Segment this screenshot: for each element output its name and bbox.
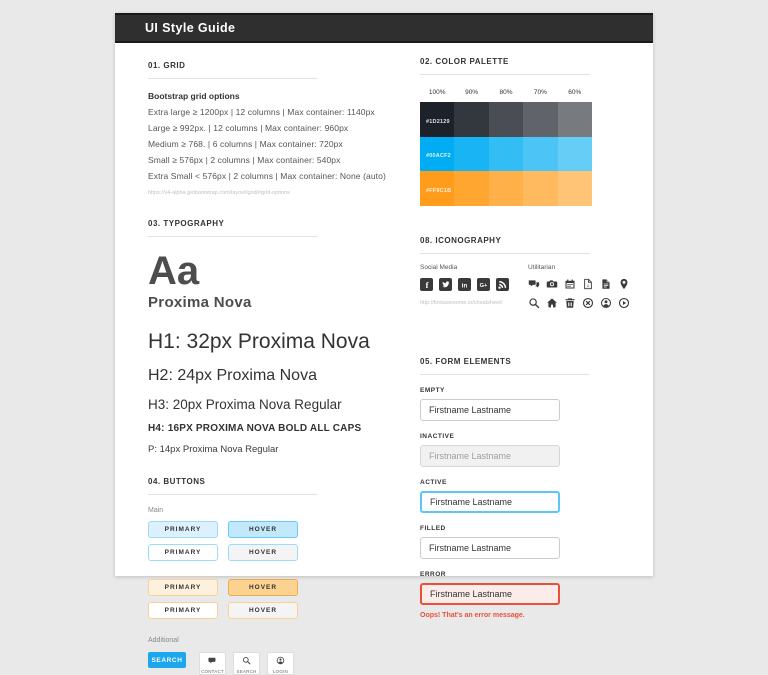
field-state-label: ACTIVE xyxy=(420,479,447,487)
svg-text:f: f xyxy=(425,280,429,291)
opacity-labels xyxy=(420,89,635,96)
orange-button-grid xyxy=(148,579,400,619)
svg-text:in: in xyxy=(461,282,468,290)
buttons-main-label: Main xyxy=(148,507,164,514)
form-field-error xyxy=(420,571,635,605)
grid-options-list xyxy=(148,107,400,181)
input-error[interactable] xyxy=(420,583,560,605)
palette-row xyxy=(420,137,635,172)
buttons-section-title: 04. BUTTONS xyxy=(148,477,206,486)
grid-option-row: Extra Small < 576px | 2 columns | Max container: None (auto) xyxy=(148,171,386,181)
icon-button-label: CONTACT xyxy=(201,669,224,675)
blue-filled-hover-button[interactable]: HOVER xyxy=(228,521,298,538)
input-empty[interactable] xyxy=(420,399,560,421)
color-swatch xyxy=(489,102,523,137)
additional-buttons-row xyxy=(148,652,400,675)
button-specimens xyxy=(148,521,400,619)
swatch-hex-label: #1D2129 xyxy=(426,118,450,125)
section-divider xyxy=(420,74,590,75)
grid-section xyxy=(148,61,400,199)
color-swatch xyxy=(454,102,488,137)
form-elements-section xyxy=(420,357,635,619)
field-state-label: ERROR xyxy=(420,571,446,579)
svg-text:G+: G+ xyxy=(479,283,488,289)
buttons-additional-label: Additional xyxy=(148,637,179,644)
swatch-hex-label: #00ACF2 xyxy=(426,153,451,160)
color-swatch xyxy=(558,102,592,137)
input-active[interactable] xyxy=(420,491,560,513)
camera-icon xyxy=(546,278,558,290)
color-swatch xyxy=(489,171,523,206)
grid-option-row: Medium ≥ 768. | 6 columns | Max container: 720px xyxy=(148,139,343,149)
error-message: Oops! That's an error message. xyxy=(420,612,525,620)
color-swatch xyxy=(420,102,454,137)
trash-icon xyxy=(564,297,576,309)
typography-section xyxy=(148,219,400,455)
type-sample-h4: H4: 16PX PROXIMA NOVA BOLD ALL CAPS xyxy=(148,423,362,434)
play-circle-icon xyxy=(618,297,630,309)
right-column xyxy=(420,57,635,619)
type-sample-h2: H2: 24px Proxima Nova xyxy=(148,367,317,384)
social-media-icons-group xyxy=(420,264,528,309)
section-divider xyxy=(420,253,590,254)
user-circle-icon xyxy=(276,653,285,668)
opacity-label: 70% xyxy=(533,89,547,96)
type-sample-h1: H1: 32px Proxima Nova xyxy=(148,330,370,353)
font-specimen: Aa xyxy=(148,249,200,293)
opacity-label: 90% xyxy=(465,89,479,96)
page-header xyxy=(115,13,653,43)
swatch-hex-label: #FF9C1B xyxy=(426,188,452,195)
page-title: UI Style Guide xyxy=(145,21,236,35)
color-swatch xyxy=(558,171,592,206)
color-swatch xyxy=(420,171,454,206)
palette-row xyxy=(420,171,635,206)
search-button[interactable]: SEARCH xyxy=(148,652,186,668)
comments-icon xyxy=(528,278,540,290)
color-swatch xyxy=(523,102,557,137)
search-icon xyxy=(528,297,540,309)
svg-text:A: A xyxy=(586,283,590,289)
blue-filled-primary-button[interactable]: PRIMARY xyxy=(148,521,218,538)
color-swatch xyxy=(558,137,592,172)
rss-square-icon[interactable] xyxy=(496,278,509,291)
form-section-title: 05. FORM ELEMENTS xyxy=(420,357,512,367)
orange-filled-hover-button[interactable]: HOVER xyxy=(228,579,298,596)
blue-outline-hover-button[interactable]: HOVER xyxy=(228,544,298,561)
iconography-section-title: 08. ICONOGRAPHY xyxy=(420,236,502,246)
form-field-empty xyxy=(420,387,635,421)
color-swatch xyxy=(523,137,557,172)
social-media-label: Social Media xyxy=(420,264,458,272)
field-state-label: FILLED xyxy=(420,525,446,533)
orange-outline-primary-button[interactable]: PRIMARY xyxy=(148,602,218,619)
icon-button-label: SEARCH xyxy=(236,669,257,675)
grid-section-title: 01. GRID xyxy=(148,61,186,70)
color-swatch xyxy=(454,137,488,172)
fontawesome-link[interactable]: http://fontawesome.io/cheatsheet/ xyxy=(420,300,503,307)
search-icon xyxy=(242,653,251,668)
google-plus-square-icon[interactable] xyxy=(477,278,490,291)
home-icon xyxy=(546,297,558,309)
contact-icon-button[interactable] xyxy=(199,652,226,675)
icon-button-label: LOGIN xyxy=(272,669,288,675)
grid-subtitle: Bootstrap grid options xyxy=(148,91,240,101)
login-icon-button[interactable] xyxy=(267,652,294,675)
type-samples xyxy=(148,330,400,455)
section-divider xyxy=(148,494,318,495)
search-icon-button[interactable] xyxy=(233,652,260,675)
palette-section-title: 02. COLOR PALETTE xyxy=(420,57,509,66)
utilitarian-icons-group xyxy=(528,264,632,309)
times-circle-icon xyxy=(582,297,594,309)
type-sample-h3: H3: 20px Proxima Nova Regular xyxy=(148,397,342,412)
input-inactive[interactable] xyxy=(420,445,560,467)
file-text-icon xyxy=(600,278,612,290)
orange-filled-primary-button[interactable]: PRIMARY xyxy=(148,579,218,596)
style-guide-page xyxy=(115,13,653,675)
facebook-square-icon[interactable] xyxy=(420,278,433,291)
color-swatch xyxy=(454,171,488,206)
buttons-section xyxy=(148,477,400,675)
bootstrap-grid-link[interactable]: https://v4-alpha.getbootstrap.com/layout/grid/#grid-options xyxy=(148,190,290,196)
opacity-label: 60% xyxy=(568,89,582,96)
opacity-label: 100% xyxy=(428,89,446,96)
opacity-label: 80% xyxy=(499,89,513,96)
orange-outline-hover-button[interactable]: HOVER xyxy=(228,602,298,619)
grid-option-row: Large ≥ 992px. | 12 columns | Max container: 960px xyxy=(148,123,349,133)
section-divider xyxy=(420,374,590,375)
blue-button-grid xyxy=(148,521,400,561)
color-swatch xyxy=(523,171,557,206)
chat-icon xyxy=(208,653,217,668)
file-pdf-icon xyxy=(582,278,594,290)
color-swatch-grid xyxy=(420,102,635,206)
font-name: Proxima Nova xyxy=(148,294,252,311)
icon-buttons xyxy=(186,652,294,675)
type-sample-p: P: 14px Proxima Nova Regular xyxy=(148,444,279,455)
utilitarian-label: Utilitarian xyxy=(528,264,556,272)
grid-option-row: Extra large ≥ 1200px | 12 columns | Max container: 1140px xyxy=(148,107,375,117)
field-state-label: INACTIVE xyxy=(420,433,455,441)
form-fields xyxy=(420,387,635,605)
blue-outline-primary-button[interactable]: PRIMARY xyxy=(148,544,218,561)
map-marker-icon xyxy=(618,278,630,290)
input-filled[interactable] xyxy=(420,537,560,559)
section-divider xyxy=(148,78,318,79)
iconography-section xyxy=(420,236,635,309)
form-field-filled xyxy=(420,525,635,559)
typography-section-title: 03. TYPOGRAPHY xyxy=(148,219,225,228)
form-field-inactive xyxy=(420,433,635,467)
grid-option-row: Small ≥ 576px | 2 columns | Max container: 540px xyxy=(148,155,341,165)
left-column xyxy=(148,61,400,675)
form-field-active xyxy=(420,479,635,513)
user-circle-icon xyxy=(600,297,612,309)
color-palette-section xyxy=(420,57,635,206)
calendar-icon xyxy=(564,278,576,290)
section-divider xyxy=(148,236,318,237)
field-state-label: EMPTY xyxy=(420,387,445,395)
linkedin-square-icon[interactable] xyxy=(458,278,471,291)
palette-row xyxy=(420,102,635,137)
twitter-square-icon[interactable] xyxy=(439,278,452,291)
color-swatch xyxy=(489,137,523,172)
color-swatch xyxy=(420,137,454,172)
